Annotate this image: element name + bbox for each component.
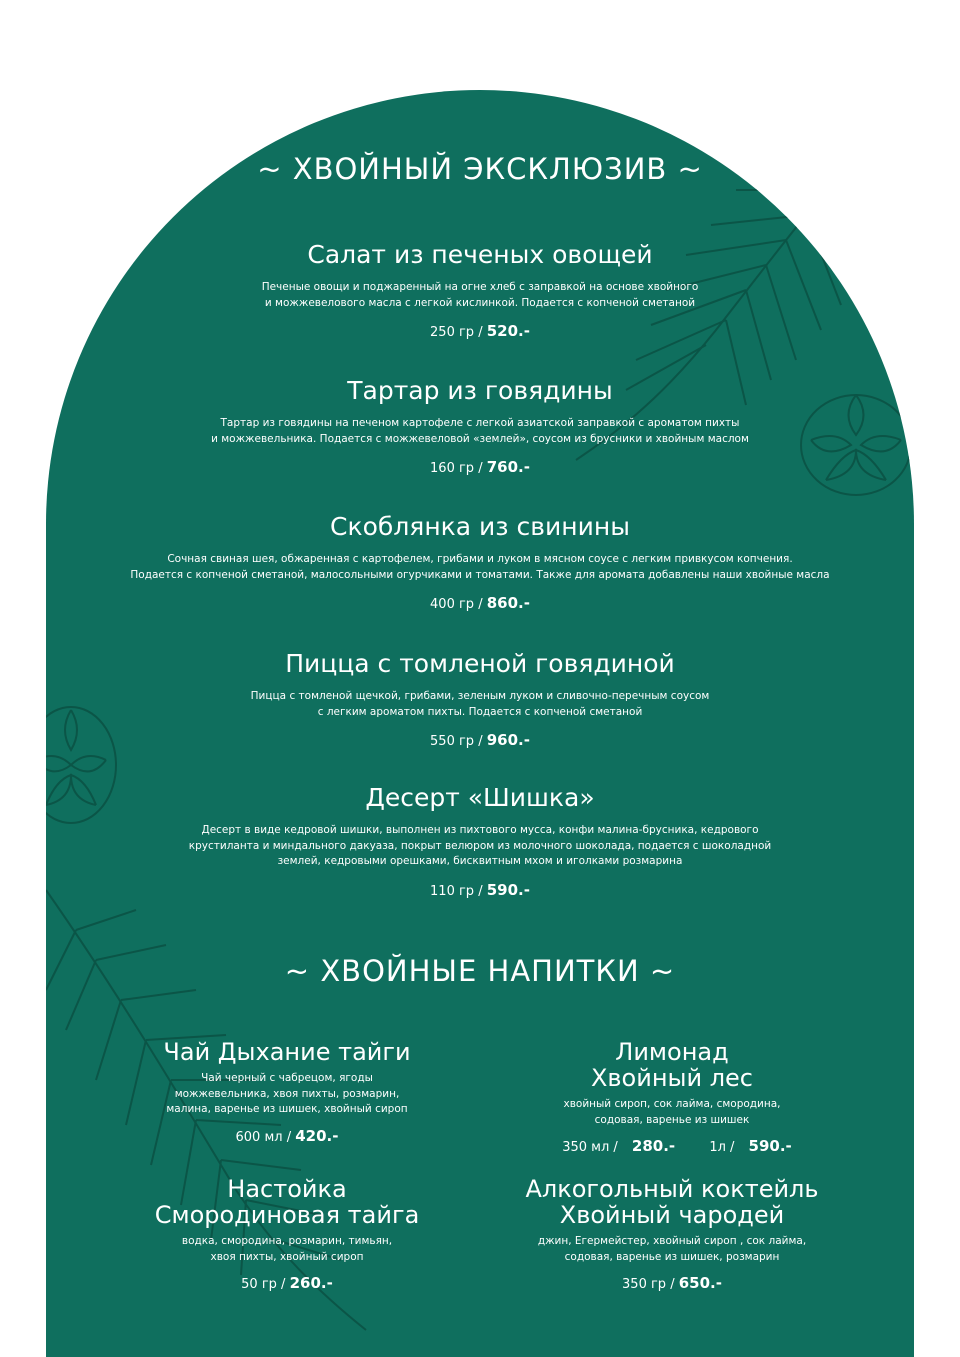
- section-title-food: ~ ХВОЙНЫЙ ЭКСКЛЮЗИВ ~: [257, 152, 703, 186]
- dish-name: Скоблянка из свинины: [330, 512, 630, 541]
- dish-item: [80, 783, 880, 902]
- drink-volume: 350 мл /: [562, 1140, 618, 1155]
- dish-description-line: Печеные овощи и поджаренный на огне хлеб с заправкой на основе хвойного: [261, 281, 699, 293]
- drink-price: [502, 1136, 842, 1158]
- dish-description: [80, 689, 880, 720]
- drink-price-value: 420.-: [295, 1126, 339, 1145]
- dish-item: [80, 649, 880, 752]
- dish-price-value: 960.-: [486, 731, 530, 749]
- drink-description-line: водка, смородина, розмарин, тимьян,: [181, 1235, 393, 1247]
- dish-description-line: Сочная свиная шея, обжаренная с картофелем, грибами и луком в мясном соусе с легким привкусом копчения.: [167, 553, 793, 565]
- dish-description-line: и можжевельника. Подается с можжевеловой «землей», соусом из брусники и хвойным маслом: [211, 432, 749, 445]
- drink-name-line: Хвойный чародей: [559, 1201, 785, 1229]
- dish-description: [80, 416, 880, 447]
- drink-name-line: Чай Дыхание тайги: [163, 1038, 411, 1066]
- dish-description-line: Десерт в виде кедровой шишки, выполнен из пихтового мусса, конфи малина-брусника, кедрового: [201, 824, 759, 836]
- dish-description-line: землей, кедровыми орешками, бисквитным мхом и иголками розмарина: [277, 855, 683, 867]
- drink-item: [502, 1176, 842, 1295]
- dish-weight: 400 гр /: [430, 597, 483, 612]
- drink-item: [117, 1039, 457, 1148]
- drink-price: [117, 1273, 457, 1295]
- drink-volume: 50 гр /: [241, 1277, 286, 1292]
- dish-item: [80, 376, 880, 479]
- dish-name: Тартар из говядины: [347, 376, 613, 405]
- drink-price: [117, 1126, 457, 1148]
- section-title-drinks: ~ ХВОЙНЫЕ НАПИТКИ ~: [284, 954, 676, 988]
- dish-price: [80, 593, 880, 615]
- drink-volume: 350 гр /: [622, 1277, 675, 1292]
- drink-name-line: Настойка: [227, 1175, 347, 1203]
- dish-description: [80, 823, 880, 870]
- drink-price-option: [552, 1137, 676, 1155]
- dish-description-line: Подается с копченой сметаной, малосольными огурчиками и томатами. Также для аромата добавлены наши хвойные масла: [130, 568, 830, 581]
- drink-description: [502, 1234, 842, 1265]
- drink-description-line: хвойный сироп, сок лайма, смородина,: [563, 1098, 781, 1110]
- drink-description-line: содовая, варенье из шишек, розмарин: [564, 1250, 780, 1263]
- drink-item: [117, 1176, 457, 1295]
- dish-weight: 550 гр /: [430, 734, 483, 749]
- drink-description-line: содовая, варенье из шишек: [594, 1113, 750, 1126]
- dish-name: Десерт «Шишка»: [365, 783, 595, 812]
- dish-price: [80, 457, 880, 479]
- drink-price-option: [699, 1137, 792, 1155]
- drink-volume: 1л /: [709, 1140, 735, 1155]
- dish-weight: 250 гр /: [430, 325, 483, 340]
- dish-description-line: Тартар из говядины на печеном картофеле с легкой азиатской заправкой с ароматом пихты: [220, 417, 740, 429]
- dish-price: [80, 880, 880, 902]
- drink-description-line: малина, варенье из шишек, хвойный сироп: [166, 1103, 408, 1115]
- dish-price-value: 590.-: [486, 880, 530, 899]
- dish-price-value: 760.-: [486, 458, 530, 476]
- dish-price: [80, 730, 880, 752]
- drink-price-value: 590.-: [748, 1137, 792, 1155]
- drink-name-line: Смородиновая тайга: [154, 1201, 420, 1229]
- drink-item: [502, 1039, 842, 1158]
- drink-price-value: 280.-: [631, 1137, 676, 1155]
- drink-description: [117, 1234, 457, 1265]
- dish-description-line: и можжевелового масла с легкой кислинкой. Подается с копченой сметаной: [264, 296, 696, 309]
- drink-price-value: 650.-: [678, 1274, 722, 1292]
- dish-name: Пицца с томленой говядиной: [285, 649, 675, 678]
- dish-item: [80, 512, 880, 615]
- dish-item: [80, 240, 880, 343]
- dish-weight: 160 гр /: [430, 461, 483, 476]
- drink-name: [502, 1176, 842, 1228]
- dish-price-value: 860.-: [486, 594, 530, 612]
- drink-volume: 600 мл /: [235, 1129, 292, 1145]
- drink-description-line: Чай черный с чабрецом, ягоды: [201, 1072, 373, 1084]
- dish-price-value: 520.-: [486, 322, 530, 340]
- dish-price: [80, 321, 880, 343]
- drink-name-line: Хвойный лес: [590, 1064, 754, 1092]
- dish-description: [80, 552, 880, 583]
- drink-name: [502, 1039, 842, 1091]
- dish-weight: 110 гр /: [430, 883, 483, 899]
- drink-description: [502, 1097, 842, 1128]
- drink-description-line: джин, Егермейстер, хвойный сироп , сок лайма,: [537, 1235, 807, 1247]
- dish-description-line: крустиланта и миндального дакуаза, покрыт велюром из молочного шоколада, подается с шоколадной: [188, 839, 772, 852]
- drink-price-value: 260.-: [289, 1274, 333, 1292]
- dish-name: Салат из печеных овощей: [307, 240, 653, 269]
- drink-name-line: Алкогольный коктейль: [525, 1175, 819, 1203]
- dish-description-line: с легким ароматом пихты. Подается с копченой сметаной: [317, 705, 643, 718]
- drink-description: [117, 1071, 457, 1118]
- drink-price: [502, 1273, 842, 1295]
- drink-description-line: хвоя пихты, хвойный сироп: [210, 1250, 364, 1263]
- drink-name: [117, 1039, 457, 1065]
- drink-name: [117, 1176, 457, 1228]
- dish-description: [80, 280, 880, 311]
- drink-name-line: Лимонад: [615, 1038, 729, 1066]
- dish-description-line: Пицца с томленой щечкой, грибами, зеленым луком и сливочно-перечным соусом: [250, 690, 710, 702]
- drink-description-line: можжевельника, хвоя пихты, розмарин,: [174, 1087, 400, 1100]
